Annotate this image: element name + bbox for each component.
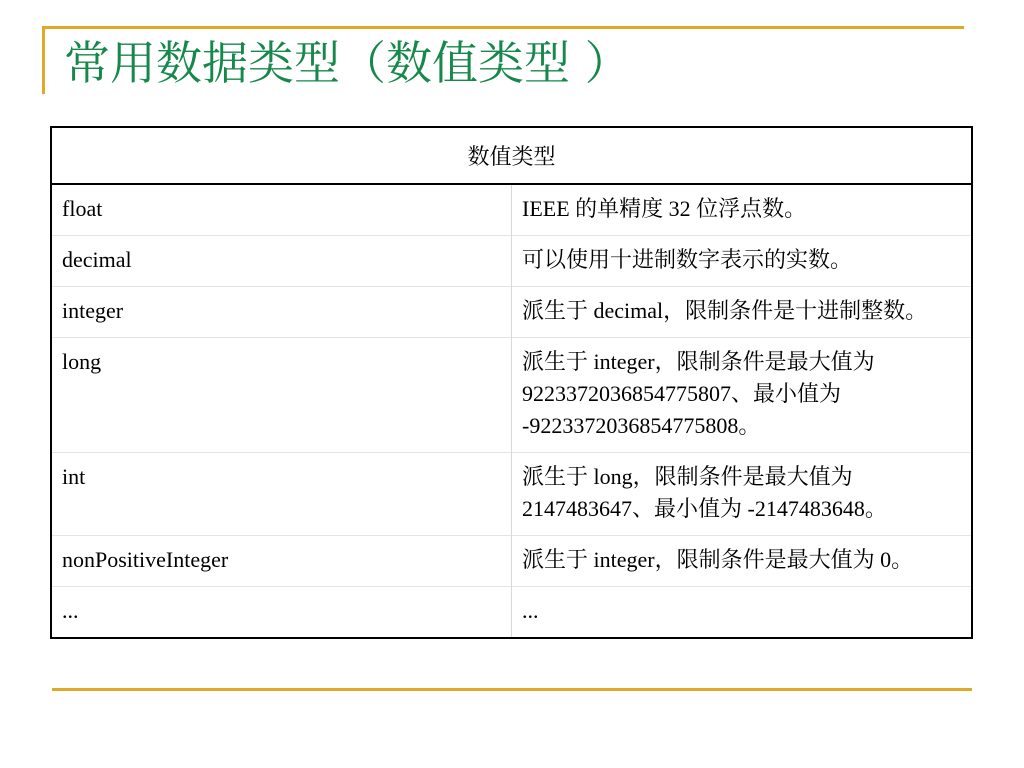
description-cell: 派生于 integer，限制条件是最大值为 9223372036854775807、最小值为 -9223372036854775808。 <box>512 338 973 453</box>
description-cell: IEEE 的单精度 32 位浮点数。 <box>522 196 807 221</box>
table-header: 数值类型 <box>51 127 972 184</box>
title-horizontal-rule <box>42 26 964 29</box>
table-row <box>51 287 972 338</box>
table-row <box>51 236 972 287</box>
footer-rule <box>52 688 972 691</box>
title-vertical-rule <box>42 26 45 94</box>
table-header-row <box>51 127 972 184</box>
numeric-types-table <box>50 126 973 639</box>
description-cell: 派生于 integer，限制条件是最大值为 0。 <box>512 536 973 587</box>
type-cell: long <box>51 338 512 453</box>
table-row <box>51 184 972 236</box>
type-cell: ... <box>51 587 512 639</box>
type-cell: float <box>51 184 512 236</box>
type-cell: int <box>51 453 512 536</box>
type-cell: integer <box>51 287 512 338</box>
description-cell: 可以使用十进制数字表示的实数。 <box>512 236 973 287</box>
table-row <box>51 587 972 639</box>
description-cell: 派生于 long，限制条件是最大值为 2147483647、最小值为 -2147483648。 <box>512 453 973 536</box>
table-row <box>51 453 972 536</box>
table-row <box>51 536 972 587</box>
slide-title: 常用数据类型（数值类型 ） <box>64 36 631 90</box>
type-cell: nonPositiveInteger <box>51 536 512 587</box>
type-cell: decimal <box>51 236 512 287</box>
description-cell: 派生于 decimal，限制条件是十进制整数。 <box>512 287 973 338</box>
table-row <box>51 338 972 453</box>
description-cell: ... <box>512 587 973 639</box>
